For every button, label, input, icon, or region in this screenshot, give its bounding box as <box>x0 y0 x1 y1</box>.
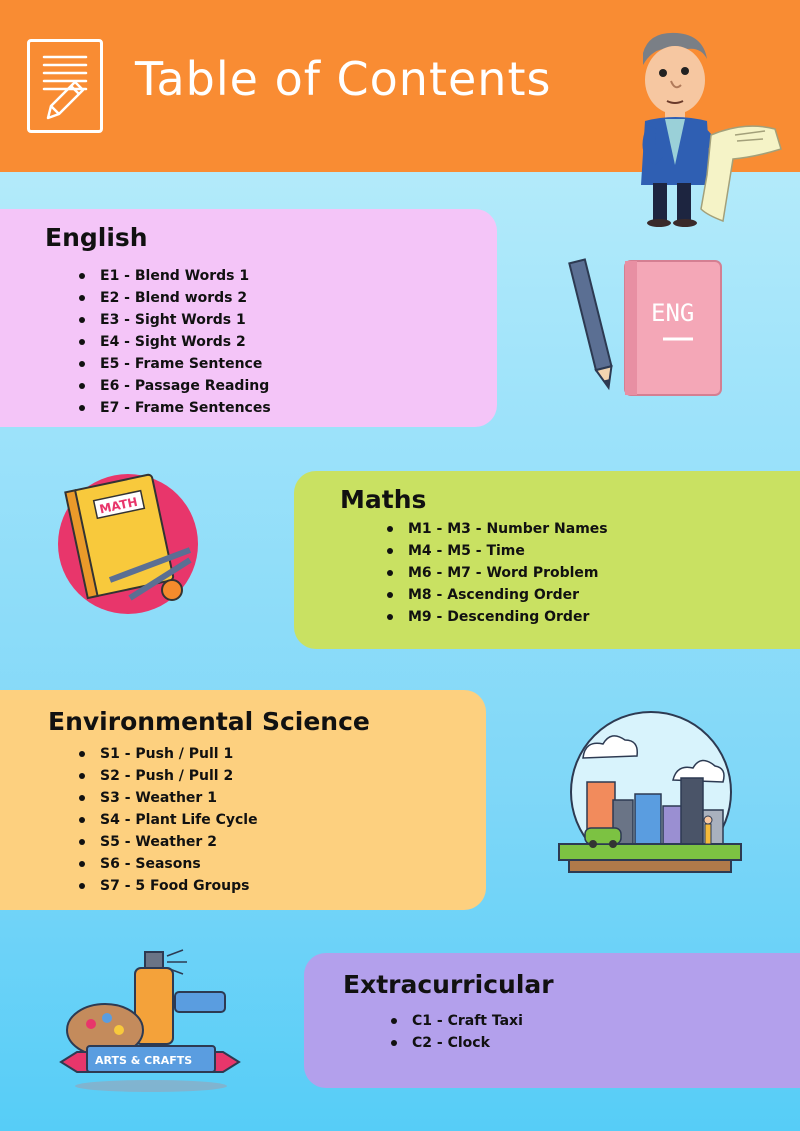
section-maths <box>294 471 800 649</box>
section-title: English <box>45 223 148 252</box>
arts-crafts-icon <box>55 940 245 1095</box>
list-item: E4 - Sight Words 2 <box>79 331 271 353</box>
list-item: S1 - Push / Pull 1 <box>79 743 258 765</box>
list-item: S2 - Push / Pull 2 <box>79 765 258 787</box>
list-item: S5 - Weather 2 <box>79 831 258 853</box>
page-title: Table of Contents <box>135 52 552 106</box>
list-item: C1 - Craft Taxi <box>391 1010 523 1032</box>
section-title: Maths <box>340 485 427 514</box>
section-extracurricular <box>304 953 800 1088</box>
section-environmental-science <box>0 690 486 910</box>
section-title: Extracurricular <box>343 970 554 999</box>
math-label: MATH <box>98 494 139 517</box>
list-item: M9 - Descending Order <box>387 606 608 628</box>
section-title: Environmental Science <box>48 707 370 736</box>
list-item: M6 - M7 - Word Problem <box>387 562 608 584</box>
math-notebook-compass-icon <box>40 468 215 618</box>
list-item: E2 - Blend words 2 <box>79 287 271 309</box>
header-banner <box>0 0 800 172</box>
section-english <box>0 209 497 427</box>
list-item: E6 - Passage Reading <box>79 375 271 397</box>
list-item: M4 - M5 - Time <box>387 540 608 562</box>
section-list <box>387 518 608 628</box>
eng-label: ENG <box>651 299 695 327</box>
list-item: C2 - Clock <box>391 1032 523 1054</box>
arts-crafts-label: ARTS & CRAFTS <box>95 1054 193 1067</box>
city-globe-icon <box>555 710 745 880</box>
section-list <box>79 743 258 897</box>
eng-book-pencil-icon <box>565 255 730 400</box>
list-item: S4 - Plant Life Cycle <box>79 809 258 831</box>
list-item: M1 - M3 - Number Names <box>387 518 608 540</box>
document-pencil-icon <box>27 39 103 133</box>
section-list <box>391 1010 523 1054</box>
list-item: E7 - Frame Sentences <box>79 397 271 419</box>
list-item: S6 - Seasons <box>79 853 258 875</box>
teacher-reading-scroll-icon <box>615 25 790 230</box>
list-item: S3 - Weather 1 <box>79 787 258 809</box>
list-item: E1 - Blend Words 1 <box>79 265 271 287</box>
section-list <box>79 265 271 419</box>
list-item: M8 - Ascending Order <box>387 584 608 606</box>
list-item: E5 - Frame Sentence <box>79 353 271 375</box>
list-item: S7 - 5 Food Groups <box>79 875 258 897</box>
list-item: E3 - Sight Words 1 <box>79 309 271 331</box>
